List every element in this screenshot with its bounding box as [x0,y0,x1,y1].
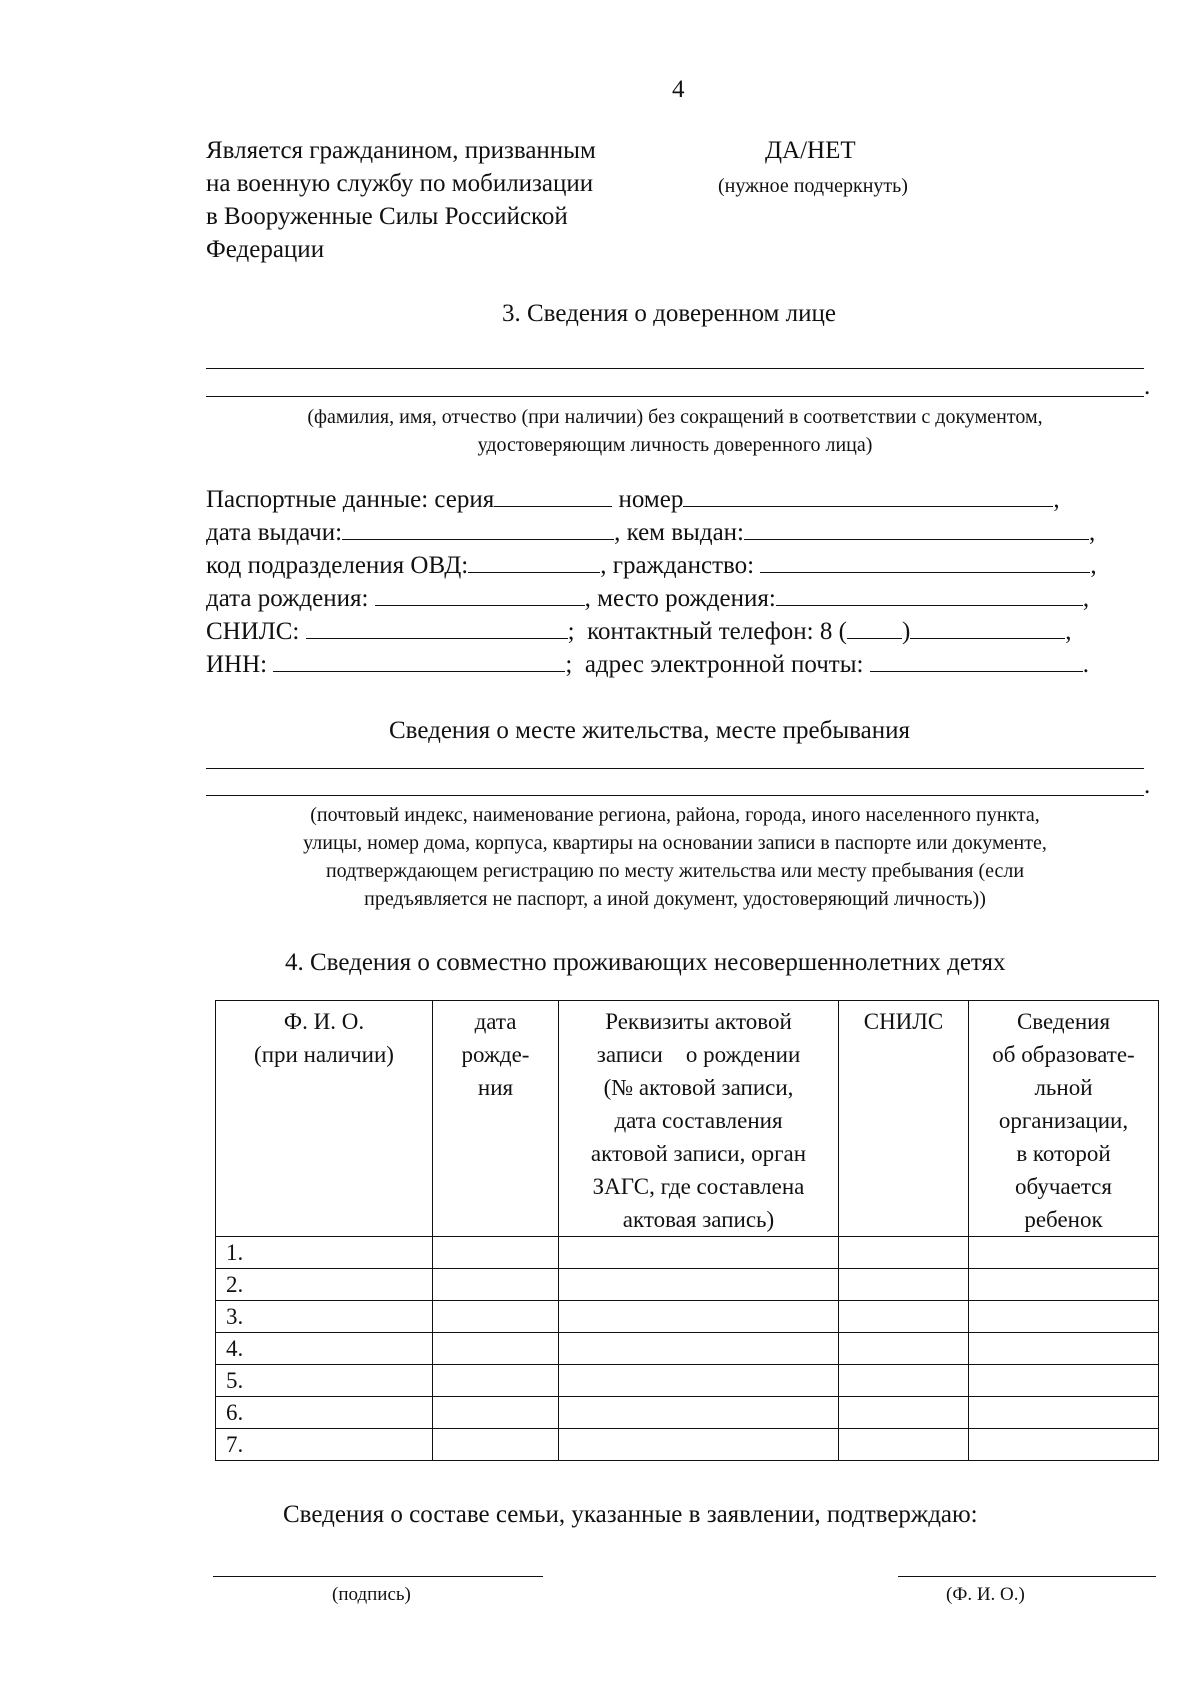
residence-period: . [1144,772,1151,799]
residence-line-2[interactable] [206,795,1144,796]
issue-date-label: дата выдачи: [206,519,343,546]
ovd-row: код подразделения ОВД: , гражданство: , [206,552,1097,579]
inn-label: ИНН: [206,651,268,678]
table-cell[interactable] [839,1365,969,1397]
col-header-record [559,1001,839,1237]
fio-signature-caption: (Ф. И. О.) [946,1584,1025,1605]
header-line: записи о рождении [596,1042,801,1067]
section4-heading: 4. Сведения о совместно проживающих несовершеннолетних детях [285,949,1006,976]
caption-line: (почтовый индекс, наименование региона, района, города, иного населенного пункта, [310,804,1040,826]
table-row [216,1269,1159,1301]
table-cell[interactable] [433,1301,559,1333]
citizenship-label: гражданство: [612,552,755,579]
mobilization-line: на военную службу по мобилизации [206,170,594,197]
table-header-row [216,1001,1159,1237]
header-line: актовая запись) [622,1207,775,1232]
header-line: (при наличии) [254,1042,394,1067]
table-cell[interactable] [559,1333,839,1365]
caption-line: (фамилия, имя, отчество (при наличии) без сокращений в соответствии с документом, [307,406,1043,428]
fio-caption [206,403,1144,459]
table-row [216,1365,1159,1397]
ovd-code-field[interactable] [468,550,600,573]
residence-caption [206,801,1144,913]
residence-heading: Сведения о месте жительства, месте пребывания [389,717,910,744]
table-cell[interactable] [839,1429,969,1461]
header-line: актовой записи, орган [590,1141,807,1166]
table-cell[interactable] [433,1269,559,1301]
fio-line-1[interactable] [206,368,1144,369]
table-cell[interactable] [433,1237,559,1269]
issued-by-field[interactable] [744,517,1089,540]
signature-caption: (подпись) [332,1584,411,1605]
birth-date-label: дата рождения: [206,585,369,612]
page-number: 4 [672,76,685,103]
row-number-cell[interactable]: 6. [216,1397,433,1429]
table-cell[interactable] [969,1397,1159,1429]
table-cell[interactable] [839,1237,969,1269]
caption-line: удостоверяющим личность доверенного лица) [477,434,873,456]
header-line: рожде- [461,1042,530,1067]
row-number-cell[interactable]: 2. [216,1269,433,1301]
table-cell[interactable] [559,1301,839,1333]
citizenship-field[interactable] [760,550,1090,573]
birth-place-field[interactable] [776,583,1083,606]
ovd-code-label: код подразделения ОВД: [206,552,469,579]
header-line: ЗАГС, где составлена [592,1174,805,1199]
passport-series-label: Паспортные данные: серия [206,486,495,513]
table-cell[interactable] [559,1429,839,1461]
header-line: об образовате- [992,1042,1135,1067]
table-cell[interactable] [433,1397,559,1429]
table-row [216,1237,1159,1269]
table-cell[interactable] [969,1269,1159,1301]
birth-place-label: место рождения: [597,585,776,612]
table-cell[interactable] [839,1397,969,1429]
phone-label: контактный телефон: 8 ( [587,618,847,645]
row-number-cell[interactable]: 4. [216,1333,433,1365]
table-row [216,1333,1159,1365]
phone-code-field[interactable] [847,616,902,639]
header-line: дата [474,1009,517,1034]
mobilization-statement [206,134,596,266]
phone-close-paren: ) [901,618,911,645]
birth-row: дата рождения: , место рождения: , [206,585,1090,612]
table-cell[interactable] [559,1237,839,1269]
mobilization-line: в Вооруженные Силы Российской [206,203,568,230]
passport-series-field[interactable] [494,484,612,507]
table-cell[interactable] [969,1301,1159,1333]
header-line: Реквизиты актовой [605,1009,792,1034]
table-cell[interactable] [969,1429,1159,1461]
caption-line: подтверждающем регистрацию по месту жительства или месту пребывания (если [325,860,1025,882]
table-cell[interactable] [559,1365,839,1397]
table-cell[interactable] [433,1333,559,1365]
residence-line-1[interactable] [206,768,1144,769]
col-header-snils [839,1001,969,1237]
header-line: Ф. И. О. [283,1009,365,1034]
col-header-education [969,1001,1159,1237]
yes-no-note: (нужное подчеркнуть) [718,175,908,197]
snils-field[interactable] [306,616,568,639]
fio-period: . [1144,373,1151,400]
phone-number-field[interactable] [910,616,1065,639]
header-line: льной [1034,1075,1093,1100]
mobilization-line: Является гражданином, призванным [206,137,596,164]
email-field[interactable] [870,649,1083,672]
header-line: (№ актовой записи, [603,1075,794,1100]
table-cell[interactable] [839,1301,969,1333]
header-line: дата составления [614,1108,783,1133]
row-number-cell[interactable]: 1. [216,1237,433,1269]
snils-label: СНИЛС: [206,618,300,645]
issue-date-field[interactable] [342,517,614,540]
table-cell[interactable] [433,1365,559,1397]
issue-row: дата выдачи: , кем выдан: , [206,519,1096,546]
table-cell[interactable] [969,1333,1159,1365]
table-cell[interactable] [559,1269,839,1301]
table-row [216,1397,1159,1429]
email-label: адрес электронной почты: [584,651,864,678]
table-cell[interactable] [969,1237,1159,1269]
header-line: ния [477,1075,514,1100]
fio-line-2[interactable] [206,396,1144,397]
table-cell[interactable] [969,1365,1159,1397]
passport-row: Паспортные данные: серия номер , [206,486,1060,513]
header-line: в которой [1016,1141,1111,1166]
table-cell[interactable] [433,1429,559,1461]
snils-phone-row: СНИЛС: ; контактный телефон: 8 ( ) , [206,618,1072,645]
header-line: СНИЛС [863,1009,944,1034]
col-header-birthdate [433,1001,559,1237]
header-line: ребенок [1024,1207,1103,1232]
inn-field[interactable] [273,649,565,672]
table-cell[interactable] [839,1269,969,1301]
yes-no-choice[interactable]: ДА/НЕТ [765,137,856,164]
caption-line: предъявляется не паспорт, а иной документ, удостоверяющий личность)) [364,888,986,910]
row-number-cell[interactable]: 7. [216,1429,433,1461]
header-line: Сведения [1016,1009,1111,1034]
children-table [215,1000,1159,1461]
row-number-cell[interactable]: 3. [216,1301,433,1333]
header-line: обучается [1015,1174,1112,1199]
row-number-cell[interactable]: 5. [216,1365,433,1397]
passport-number-label: номер [618,486,684,513]
section3-heading: 3. Сведения о доверенном лице [502,300,836,327]
confirmation-text: Сведения о составе семьи, указанные в заявлении, подтверждаю: [283,1501,978,1528]
issued-by-label: кем выдан: [626,519,744,546]
birth-date-field[interactable] [375,583,585,606]
table-cell[interactable] [839,1333,969,1365]
table-row [216,1429,1159,1461]
mobilization-line: Федерации [206,236,325,263]
table-row [216,1301,1159,1333]
inn-email-row: ИНН: ; адрес электронной почты: . [206,651,1089,678]
table-cell[interactable] [559,1397,839,1429]
signature-line[interactable] [213,1576,543,1577]
col-header-fio [216,1001,433,1237]
caption-line: улицы, номер дома, корпуса, квартиры на основании записи в паспорте или документе, [303,832,1047,854]
passport-number-field[interactable] [683,484,1053,507]
fio-signature-line[interactable] [898,1576,1156,1577]
header-line: организации, [998,1108,1129,1133]
